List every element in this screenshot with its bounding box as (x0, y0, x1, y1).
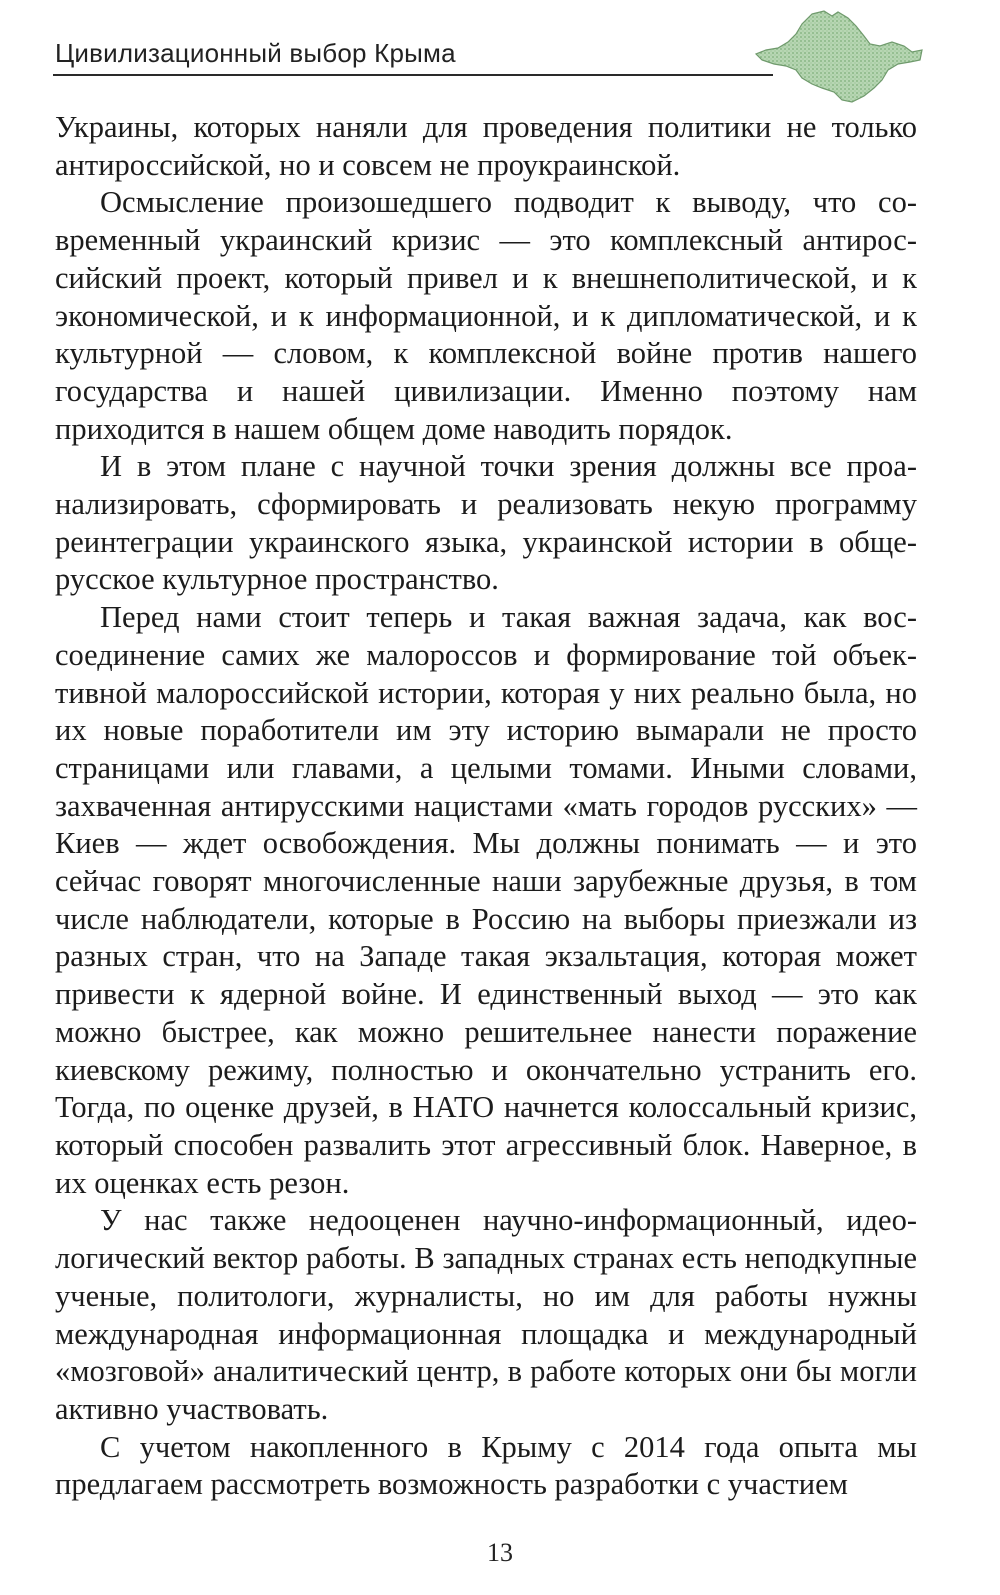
page-number: 13 (487, 1538, 513, 1567)
paragraph-1: Украины, которых наняли для проведения политики не только антироссийской, но и совсем не проукраинской. (55, 110, 917, 182)
paragraph-6: С учетом накопленного в Крыму с 2014 года опыта мы предлагаем рассмотреть возможность разработки с участием (55, 1429, 917, 1502)
paragraph-3: И в этом плане с научной точки зрения должны все проанализировать, сформировать и реализовать некую программу реинтеграции украинского языка, украинской истории в общерусское культурное пространство. (55, 449, 917, 597)
paragraph-4: Перед нами стоит теперь и такая важная задача, как воссоединение самих же малороссов и формирование той объективной малороссийской истории, которая у них реально была, но их новые поработители им эту историю вымарали не просто страницами или главами, а целыми томами. Иными словами, захваченная антирусскими нацистами «мать городов русских» — Киев — ждет освобождения. Мы должны понимать — и это сейчас говорят многочисленные наши зарубежные друзья, в том числе наблюдатели, которые в Россию на выборы приезжали из разных стран, что на Западе такая экзальтация, которая может привести к ядерной войне. И единственный выход — это как можно быстрее, как можно решительнее нанести поражение киевскому режиму, полностью и окончательно устранить его. Тогда, по оценке друзей, в НАТО начнется колоссальный кризис, который способен развалить этот агрессивный блок. Наверное, в их оценках есть резон. (55, 600, 917, 1200)
running-header-title: Цивилизационный выбор Крыма (55, 38, 456, 68)
page-body (55, 109, 917, 1504)
crimea-map-icon (752, 8, 927, 108)
running-header (53, 34, 773, 76)
paragraph-2: Осмысление произошедшего подводит к выводу, что современный украинский кризис — это комплексный антироссийский проект, который привел и к внешнеполитической, и к экономической, и к информационной, и к дипломатической, и к культурной — словом, к комплексной войне против нашего государства и нашей цивилизации. Именно поэтому нам приходится в нашем общем доме наводить порядок. (55, 185, 917, 446)
paragraph-5: У нас также недооценен научно-информационный, идеологический вектор работы. В западных странах есть неподкупные ученые, политологи, журналисты, но им для работы нужны международная информационная площадка и международный «мозговой» аналитический центр, в работе которых они бы могли активно участвовать. (55, 1203, 917, 1426)
crimea-map-shape (756, 11, 922, 102)
